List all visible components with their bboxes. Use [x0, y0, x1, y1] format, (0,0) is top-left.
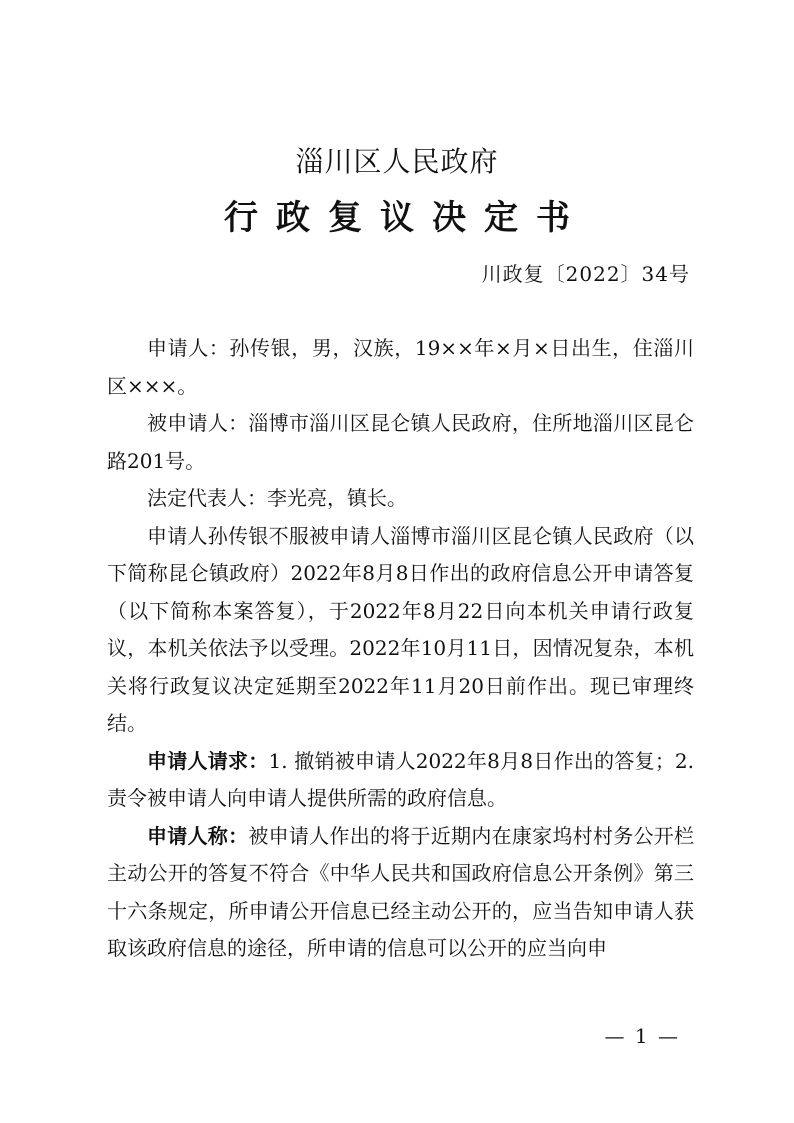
document-title: 行政复议决定书 — [224, 198, 588, 238]
request-lead: 申请人请求： — [147, 748, 269, 773]
legal-representative-paragraph: 法定代表人：李光亮，镇长。 — [147, 486, 407, 510]
respondent-paragraph: 被申请人：淄博市淄川区昆仑镇人民政府，住所地淄川区昆仑路201号。 — [107, 411, 694, 473]
request-paragraph — [107, 743, 694, 818]
claim-text: 被申请人作出的将于近期内在康家坞村村务公开栏主动公开的答复不符合《中华人民共和国政府信息公开条例》第三十六条规定，所申请公开信息已经主动公开的，应当告知申请人获取该政府信息的途径，所申请的信息可以公开的应当向申 — [107, 823, 695, 960]
document-body — [107, 330, 694, 968]
document-number: 川政复〔2022〕34号 — [481, 262, 690, 286]
request-text: 1. 撤销被申请人2022年8月8日作出的答复；2. 责令被申请人向申请人提供所需的政府信息。 — [107, 748, 694, 810]
applicant-paragraph: 申请人：孙传银，男，汉族，19××年×月×日出生，住淄川区×××。 — [107, 336, 694, 398]
page-number: — 1 — — [604, 1024, 680, 1048]
issuer-name: 淄川区人民政府 — [295, 145, 499, 178]
claim-paragraph — [107, 818, 694, 968]
facts-paragraph: 申请人孙传银不服被申请人淄博市淄川区昆仑镇人民政府（以下简称昆仑镇政府）2022年8月8日作出的政府信息公开申请答复（以下简称本案答复），于2022年8月22日向本机关申请行政复议，本机关依法予以受理。2022年10月11日，因情况复杂，本机关将行政复议决定延期至2022年11月20日前作出。现已审理终结。 — [107, 523, 694, 735]
claim-lead: 申请人称： — [147, 823, 249, 848]
